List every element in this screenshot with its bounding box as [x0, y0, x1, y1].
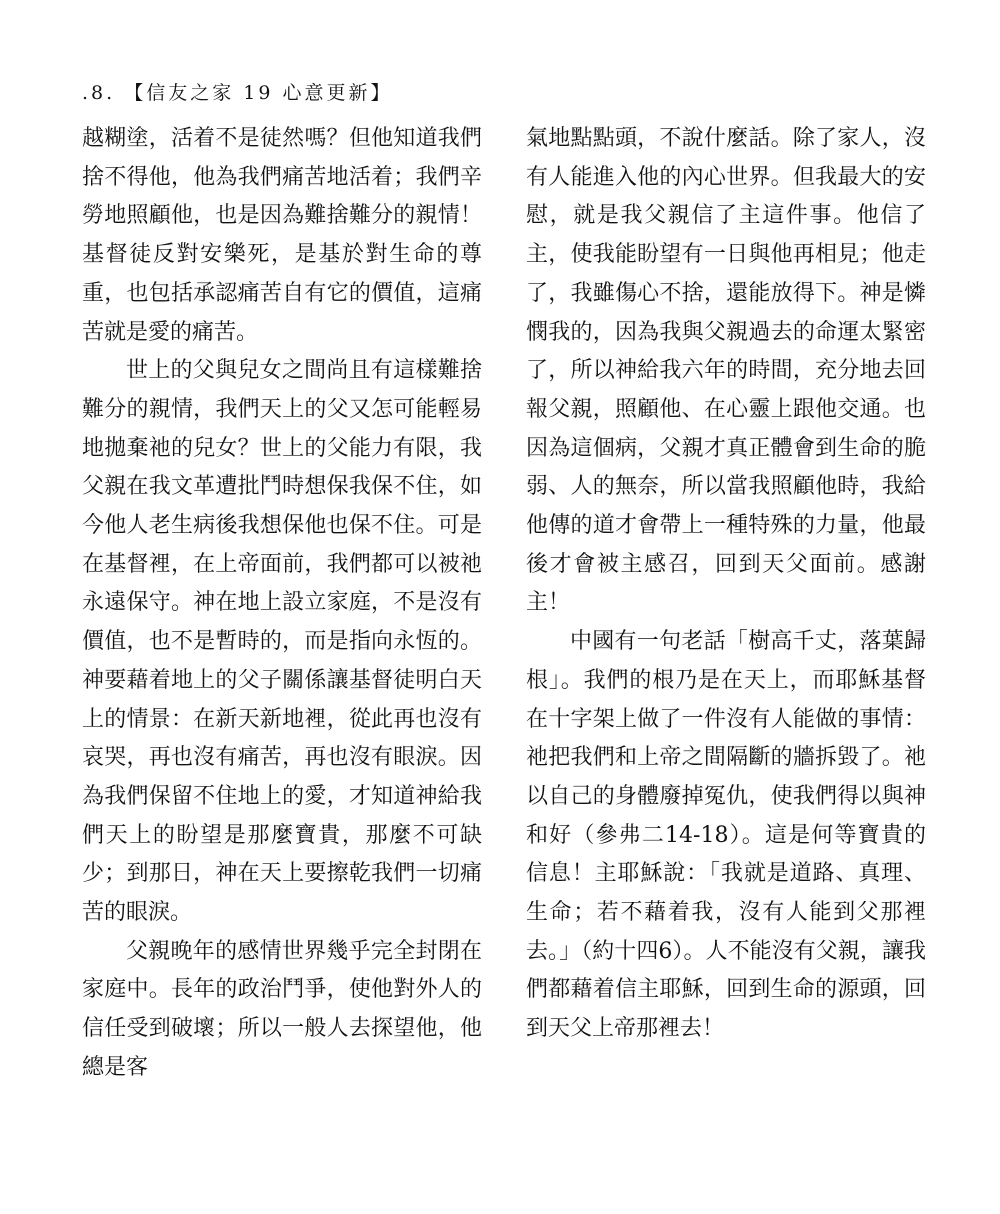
- right-column: [526, 120, 926, 1049]
- paragraph: 世上的父與兒女之間尚且有這樣難捨難分的親情，我們天上的父又怎可能輕易地拋棄祂的兒女？世上的父能力有限，我父親在我文革遭批鬥時想保我保不住，如今他人老生病後我想保他也保不住。可是在基督裡，在上帝面前，我們都可以被祂永遠保守。神在地上設立家庭，不是沒有價值，也不是暫時的，而是指向永恆的。神要藉着地上的父子關係讓基督徒明白天上的情景：在新天新地裡，從此再也沒有哀哭，再也沒有痛苦，再也沒有眼淚。因為我們保留不住地上的愛，才知道神給我們天上的盼望是那麼寶貴，那麼不可缺少；到那日，神在天上要擦乾我們一切痛苦的眼淚。: [82, 358, 482, 926]
- paragraph: 氣地點點頭，不說什麼話。除了家人，沒有人能進入他的內心世界。但我最大的安慰，就是我父親信了主這件事。他信了主，使我能盼望有一日與他再相見；他走了，我雖傷心不捨，還能放得下。神是憐憫我的，因為我與父親過去的命運太緊密了，所以神給我六年的時間，充分地去回報父親，照顧他、在心靈上跟他交通。也因為這個病，父親才真正體會到生命的脆弱、人的無奈，所以當我照顧他時，我給他傳的道才會帶上一種特殊的力量，他最後才會被主感召，回到天父面前。感謝主！: [526, 126, 926, 616]
- header-bracket-open: 【: [124, 82, 147, 104]
- page-header: [82, 78, 393, 105]
- header-bracket-close: 】: [370, 82, 393, 104]
- publication-name: 信友之家: [146, 82, 235, 104]
- series-title: 心意更新: [282, 82, 371, 104]
- paragraph: 中國有一句老話「樹高千丈，落葉歸根」。我們的根乃是在天上，而耶穌基督在十字架上做了一件沒有人能做的事情：祂把我們和上帝之間隔斷的牆拆毀了。祂以自己的身體廢掉冤仇，使我們得以與神和好（參弗二14-18）。這是何等寶貴的信息！主耶穌說：「我就是道路、真理、生命；若不藉着我，沒有人能到父那裡去。」（約十四6）。人不能沒有父親，讓我們都藉着信主耶穌，回到生命的源頭，回到天父上帝那裡去！: [526, 629, 926, 1042]
- left-column: [82, 120, 482, 1088]
- paragraph: 越糊塗，活着不是徒然嗎？但他知道我們捨不得他，他為我們痛苦地活着；我們辛勞地照顧他，也是因為難捨難分的親情！基督徒反對安樂死，是基於對生命的尊重，也包括承認痛苦自有它的價值，這痛苦就是愛的痛苦。: [82, 126, 482, 345]
- paragraph: 父親晚年的感情世界幾乎完全封閉在家庭中。長年的政治鬥爭，使他對外人的信任受到破壞；所以一般人去探望他，他總是客: [82, 938, 482, 1080]
- issue-number: 19: [243, 82, 274, 104]
- page-number: .8.: [82, 82, 116, 104]
